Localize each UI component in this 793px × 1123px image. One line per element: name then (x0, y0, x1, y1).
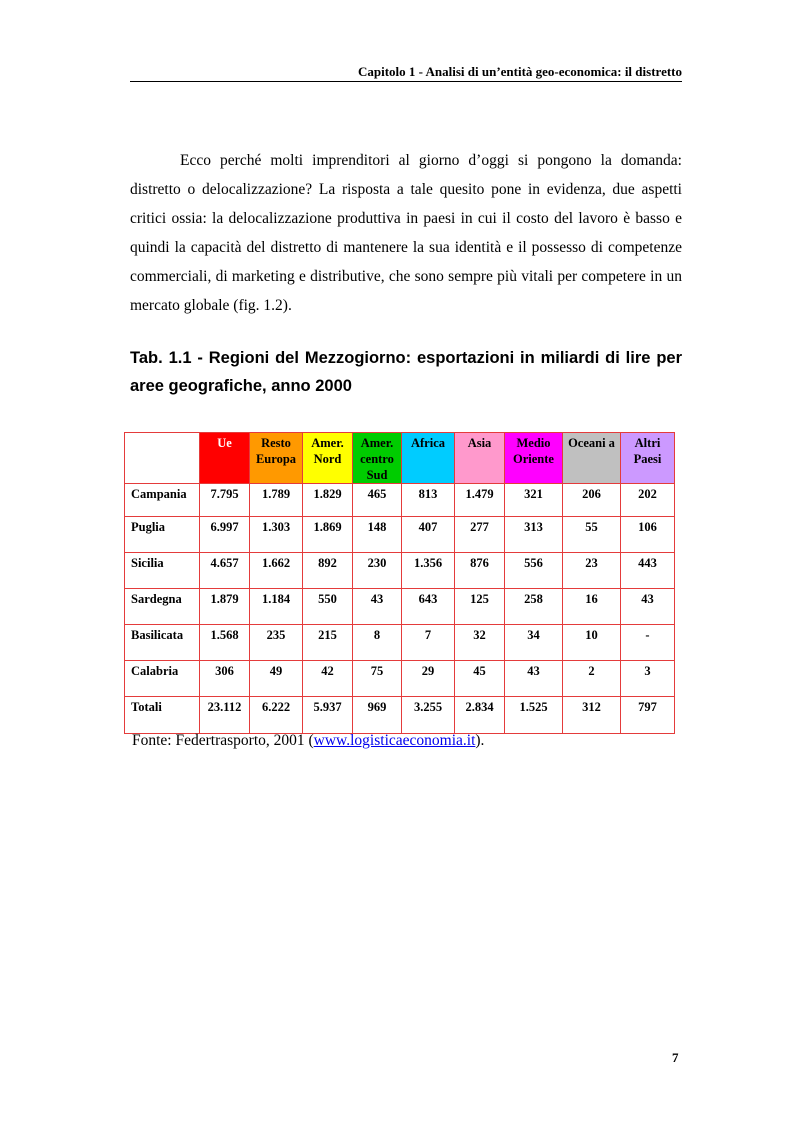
exports-table (124, 432, 675, 734)
table-cell: 16 (563, 589, 621, 625)
table-cell: 32 (455, 625, 505, 661)
table-cell: 4.657 (200, 553, 250, 589)
table-cell: 106 (621, 517, 675, 553)
source-text: Fonte: Federtrasporto, 2001 ( (132, 732, 314, 749)
table-row (125, 697, 675, 734)
table-cell: 125 (455, 589, 505, 625)
table-cell: 5.937 (303, 697, 353, 734)
table-cell: 277 (455, 517, 505, 553)
table-cell: 23.112 (200, 697, 250, 734)
row-label: Totali (125, 697, 200, 734)
table-cell: 550 (303, 589, 353, 625)
table-cell: 1.184 (250, 589, 303, 625)
table-cell: 7 (402, 625, 455, 661)
table-cell: 6.997 (200, 517, 250, 553)
table-row (125, 589, 675, 625)
table-row (125, 661, 675, 697)
table-cell: 407 (402, 517, 455, 553)
column-header: Resto Europa (250, 433, 303, 484)
source-link[interactable]: www.logisticaeconomia.it (313, 732, 476, 749)
table-cell: 55 (563, 517, 621, 553)
table-cell: 148 (353, 517, 402, 553)
table-cell: 556 (505, 553, 563, 589)
table-cell: 6.222 (250, 697, 303, 734)
table-row (125, 484, 675, 517)
body-paragraph: Ecco perché molti imprenditori al giorno d’oggi si pongono la domanda: distretto o delocalizzazione? La risposta a tale quesito pone in evidenza, due aspetti critici ossia: la delocalizzazione produttiva in paesi in cui il costo del lavoro è basso e quindi la capacità del distretto di mantenere la sua identità e il possesso di competenze commerciali, di marketing e distributive, che sono sempre più vitali per competere in un mercato globale (fig. 1.2). (130, 152, 682, 314)
table-cell: 1.829 (303, 484, 353, 517)
column-header: Medio Oriente (505, 433, 563, 484)
column-header: Altri Paesi (621, 433, 675, 484)
table-cell: 1.662 (250, 553, 303, 589)
column-header: Asia (455, 433, 505, 484)
table-cell: 797 (621, 697, 675, 734)
table-body (125, 484, 675, 734)
table-cell: 969 (353, 697, 402, 734)
column-header: Oceani a (563, 433, 621, 484)
table-cell: 43 (353, 589, 402, 625)
table-cell: 49 (250, 661, 303, 697)
table-cell: 892 (303, 553, 353, 589)
table-cell: 7.795 (200, 484, 250, 517)
table-cell: 2.834 (455, 697, 505, 734)
table-row (125, 553, 675, 589)
table-cell: 313 (505, 517, 563, 553)
table-cell: 45 (455, 661, 505, 697)
table-cell: 235 (250, 625, 303, 661)
table-cell: 43 (505, 661, 563, 697)
page-number: 7 (672, 1050, 679, 1065)
table-cell: 1.479 (455, 484, 505, 517)
table-cell: - (621, 625, 675, 661)
table-cell: 75 (353, 661, 402, 697)
table-source (132, 732, 484, 750)
table-cell: 321 (505, 484, 563, 517)
table-cell: 23 (563, 553, 621, 589)
table-cell: 465 (353, 484, 402, 517)
table-cell: 43 (621, 589, 675, 625)
table-cell: 813 (402, 484, 455, 517)
row-label: Basilicata (125, 625, 200, 661)
table-cell: 1.789 (250, 484, 303, 517)
table-caption: Tab. 1.1 - Regioni del Mezzogiorno: esportazioni in miliardi di lire per aree geografiche, anno 2000 (130, 349, 682, 395)
column-header: Africa (402, 433, 455, 484)
source-suffix: ). (475, 732, 485, 749)
header-rule (130, 81, 682, 82)
column-header: Amer. centro Sud (353, 433, 402, 484)
table-cell: 1.525 (505, 697, 563, 734)
row-label: Puglia (125, 517, 200, 553)
table-cell: 202 (621, 484, 675, 517)
table-cell: 215 (303, 625, 353, 661)
table-row (125, 625, 675, 661)
table-corner-cell (125, 433, 200, 484)
table-cell: 306 (200, 661, 250, 697)
table-cell: 10 (563, 625, 621, 661)
column-header: Amer. Nord (303, 433, 353, 484)
table-cell: 3 (621, 661, 675, 697)
table-cell: 29 (402, 661, 455, 697)
table-cell: 258 (505, 589, 563, 625)
table-cell: 34 (505, 625, 563, 661)
table-cell: 206 (563, 484, 621, 517)
table-cell: 1.568 (200, 625, 250, 661)
table-cell: 8 (353, 625, 402, 661)
column-header: Ue (200, 433, 250, 484)
table-cell: 876 (455, 553, 505, 589)
row-label: Sicilia (125, 553, 200, 589)
table-cell: 1.869 (303, 517, 353, 553)
table-cell: 312 (563, 697, 621, 734)
table-cell: 443 (621, 553, 675, 589)
table-row (125, 517, 675, 553)
table-cell: 230 (353, 553, 402, 589)
running-header: Capitolo 1 - Analisi di un’entità geo-economica: il distretto (357, 64, 682, 79)
row-label: Calabria (125, 661, 200, 697)
table-cell: 1.879 (200, 589, 250, 625)
table-cell: 1.356 (402, 553, 455, 589)
row-label: Campania (125, 484, 200, 517)
table-cell: 643 (402, 589, 455, 625)
row-label: Sardegna (125, 589, 200, 625)
table-cell: 1.303 (250, 517, 303, 553)
table-cell: 42 (303, 661, 353, 697)
table-cell: 2 (563, 661, 621, 697)
table-cell: 3.255 (402, 697, 455, 734)
